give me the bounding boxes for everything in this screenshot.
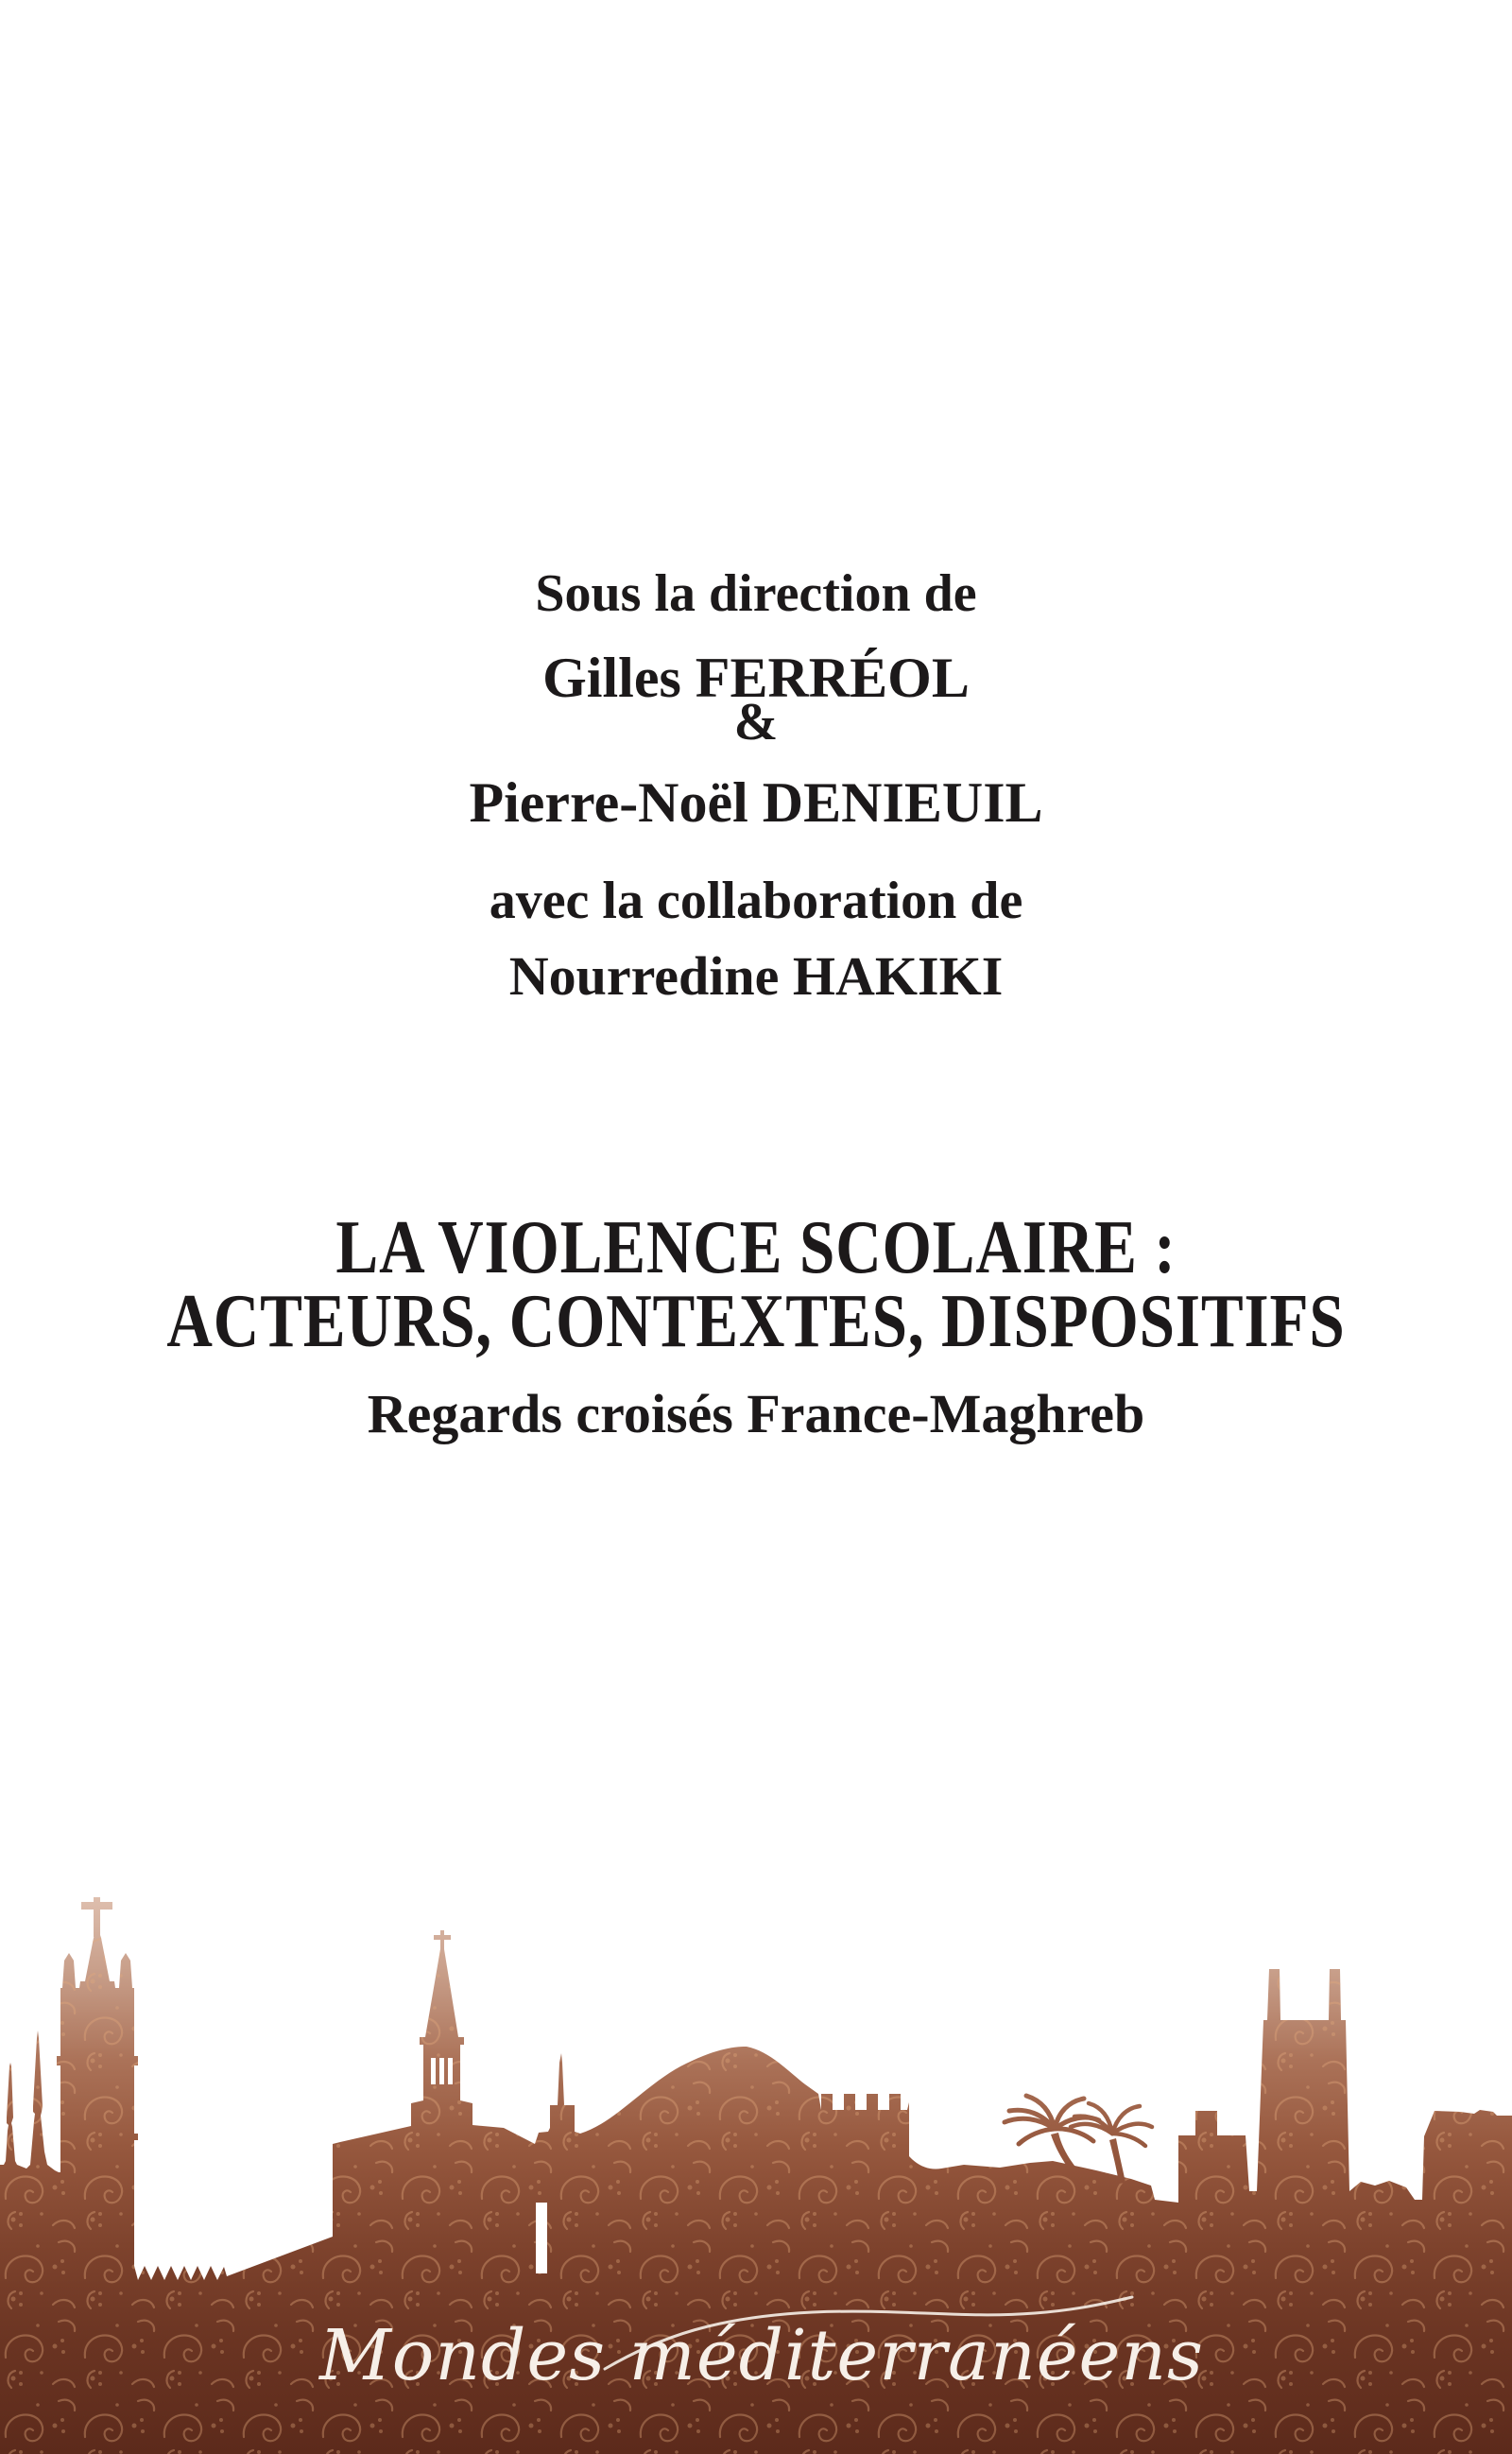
church-cross-icon [81, 1897, 112, 1937]
wall-gap [536, 2203, 547, 2273]
collaboration-label: avec la collaboration de [489, 872, 1023, 930]
series-name: Mondes méditerranéens [319, 2315, 1204, 2396]
author-2: Pierre-Noël DENIEUIL [469, 771, 1043, 834]
skyline-illustration [0, 1840, 1512, 2454]
steeple-cross-icon [434, 1930, 451, 1949]
belfry-windows [431, 2058, 453, 2084]
title-line-2: ACTEURS, CONTEXTES, DISPOSITIFS [166, 1280, 1346, 1363]
title-line-1: LA VIOLENCE SCOLAIRE : [335, 1206, 1177, 1289]
author-1: Gilles FERRÉOL [542, 647, 970, 709]
direction-label: Sous la direction de [535, 564, 977, 623]
collaborator: Nourredine HAKIKI [508, 945, 1004, 1007]
ampersand: & [733, 693, 779, 752]
subtitle: Regards croisés France-Maghreb [367, 1383, 1145, 1444]
